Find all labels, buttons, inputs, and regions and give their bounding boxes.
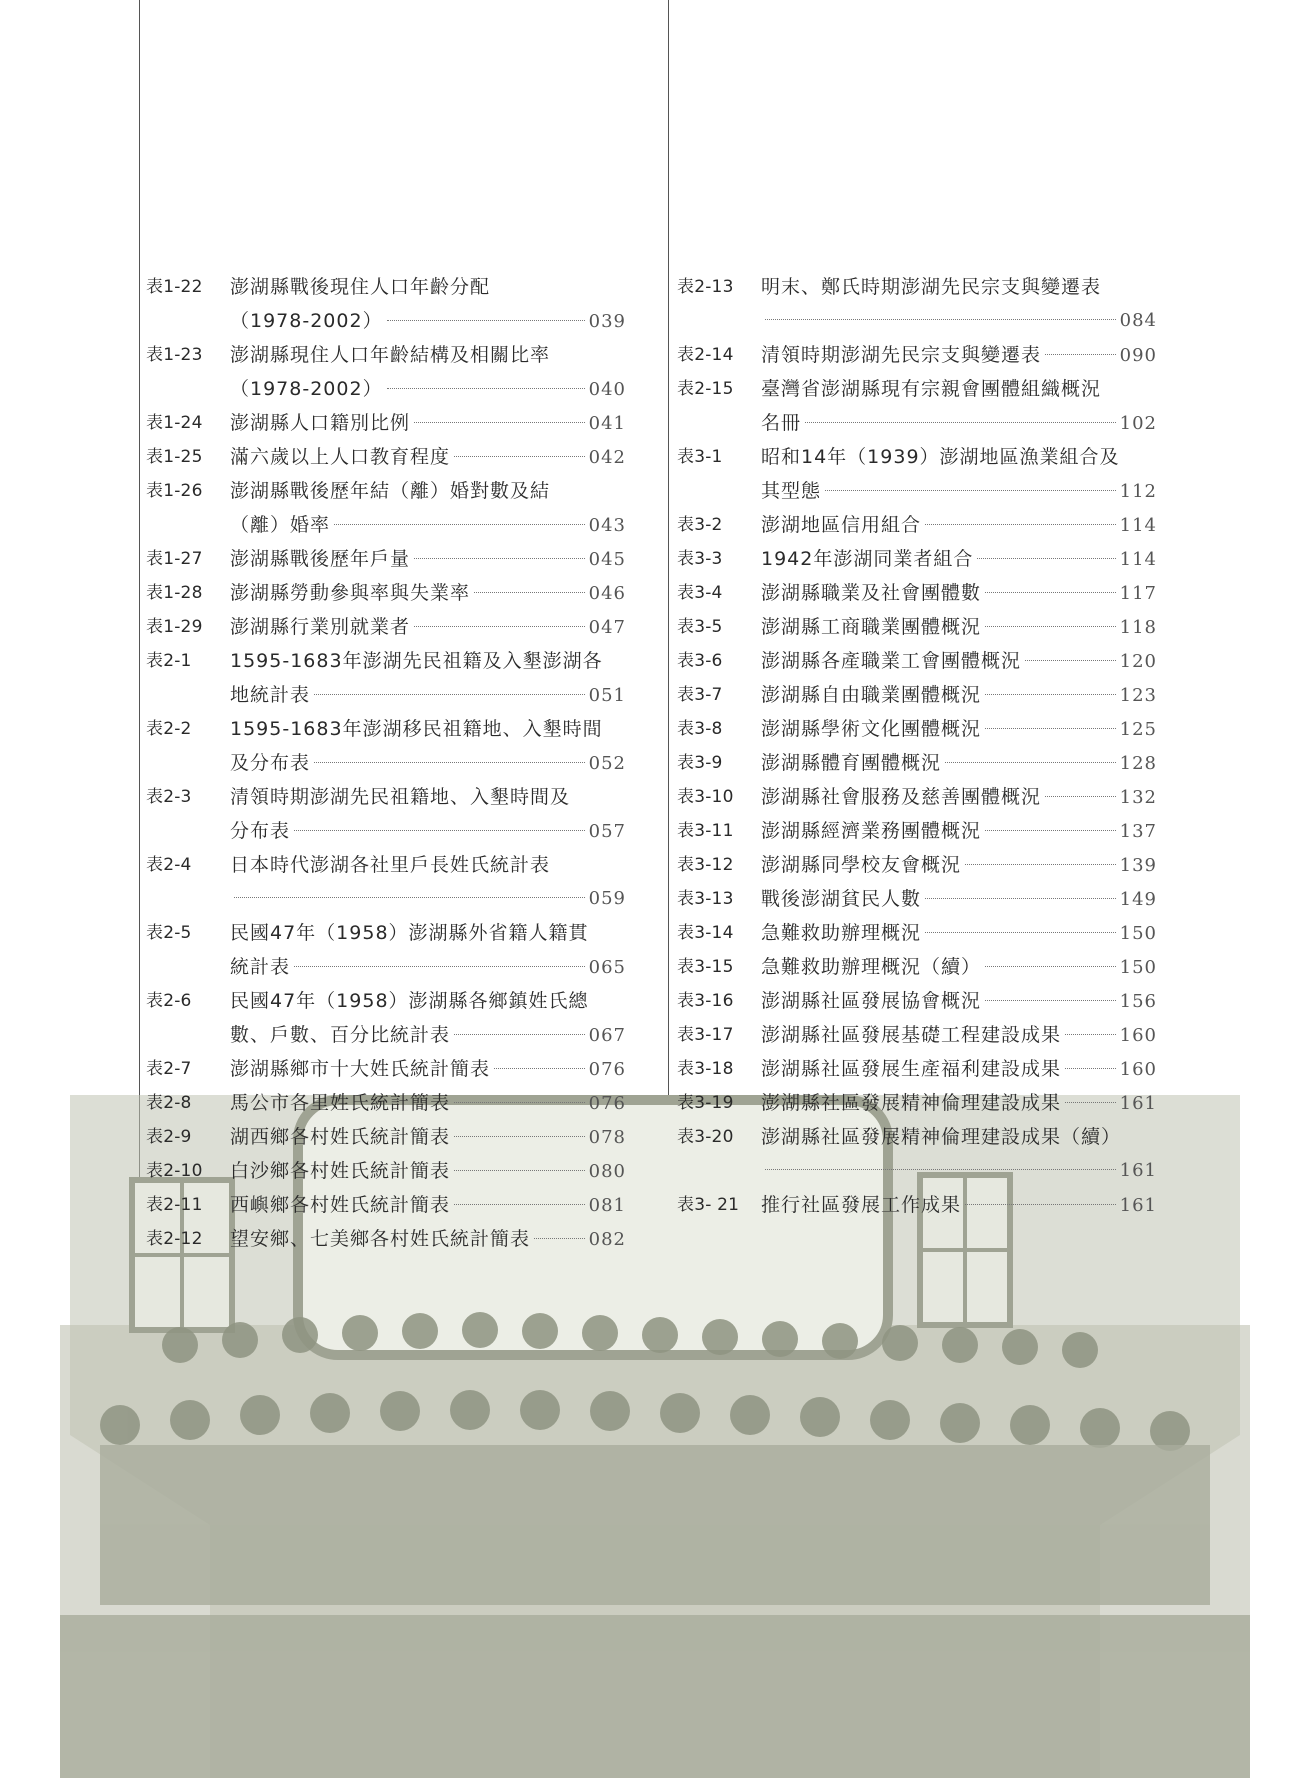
toc-entry[interactable] — [677, 1052, 1157, 1086]
dot-leader — [925, 523, 1116, 525]
page-number: 139 — [1119, 855, 1157, 876]
toc-entry[interactable] — [677, 814, 1157, 848]
toc-entry[interactable] — [677, 338, 1157, 372]
table-title: 澎湖縣勞動參與率與失業率 — [230, 582, 471, 604]
toc-right-column — [677, 270, 1157, 1222]
dot-leader — [334, 523, 585, 525]
dot-leader — [414, 557, 585, 559]
table-title: （離）婚率 — [230, 514, 331, 536]
toc-entry[interactable] — [146, 542, 626, 576]
page-number: 047 — [588, 617, 626, 638]
table-number: 表2-12 — [146, 1229, 203, 1249]
page-number: 161 — [1119, 1195, 1157, 1216]
toc-entry[interactable] — [146, 406, 626, 440]
table-title: 澎湖縣經濟業務團體概況 — [761, 820, 982, 842]
dot-leader — [314, 693, 585, 695]
dot-leader — [985, 591, 1116, 593]
page-number: 076 — [588, 1059, 626, 1080]
table-title: 馬公市各里姓氏統計簡表 — [230, 1092, 451, 1114]
table-number: 表3-2 — [677, 515, 723, 535]
table-title: 急難救助辦理概況（續） — [761, 956, 982, 978]
page-number: 161 — [1119, 1093, 1157, 1114]
table-title: 清領時期澎湖先民宗支與變遷表 — [761, 344, 1042, 366]
table-title: 澎湖縣鄉市十大姓氏統計簡表 — [230, 1058, 491, 1080]
dot-leader — [414, 421, 585, 423]
page-number: 040 — [588, 379, 626, 400]
toc-entry[interactable] — [146, 440, 626, 474]
column-rule-middle — [668, 0, 669, 1280]
table-title: 戰後澎湖貧民人數 — [761, 888, 922, 910]
dot-leader — [294, 829, 585, 831]
table-title: 澎湖縣同學校友會概況 — [761, 854, 962, 876]
toc-entry[interactable] — [677, 916, 1157, 950]
table-number: 表2-4 — [146, 855, 192, 875]
table-title: 澎湖縣行業別就業者 — [230, 616, 411, 638]
page-number: 041 — [588, 413, 626, 434]
toc-entry[interactable] — [677, 1120, 1157, 1188]
table-title: 望安鄉、七美鄉各村姓氏統計簡表 — [230, 1228, 531, 1250]
toc-entry[interactable] — [677, 950, 1157, 984]
table-number: 表3-13 — [677, 889, 734, 909]
dot-leader — [805, 421, 1116, 423]
dot-leader — [454, 455, 585, 457]
table-number: 表3-19 — [677, 1093, 734, 1113]
page-number: 150 — [1119, 957, 1157, 978]
table-number: 表2-2 — [146, 719, 192, 739]
table-title: 日本時代澎湖各社里戶長姓氏統計表 — [230, 854, 551, 876]
toc-entry[interactable] — [677, 712, 1157, 746]
table-number: 表3-15 — [677, 957, 734, 977]
toc-entry[interactable] — [146, 916, 626, 984]
dot-leader — [965, 1203, 1116, 1205]
table-title: 澎湖縣職業及社會團體數 — [761, 582, 982, 604]
table-number: 表2-5 — [146, 923, 192, 943]
toc-entry[interactable] — [146, 270, 626, 338]
column-rule-left — [139, 0, 140, 1280]
toc-entry[interactable] — [146, 1188, 626, 1222]
table-number: 表3-14 — [677, 923, 734, 943]
table-title: 澎湖縣社區發展基礎工程建設成果 — [761, 1024, 1062, 1046]
table-title: 急難救助辦理概況 — [761, 922, 922, 944]
toc-entry[interactable] — [677, 372, 1157, 440]
toc-entry[interactable] — [146, 1086, 626, 1120]
table-number: 表2-13 — [677, 277, 734, 297]
dot-leader — [945, 761, 1116, 763]
table-title: 民國47年（1958）澎湖縣各鄉鎮姓氏總 — [230, 990, 589, 1012]
table-title: 昭和14年（1939）澎湖地區漁業組合及 — [761, 446, 1120, 468]
page-number: 132 — [1119, 787, 1157, 808]
page-number: 043 — [588, 515, 626, 536]
table-number: 表3-9 — [677, 753, 723, 773]
table-title: 白沙鄉各村姓氏統計簡表 — [230, 1160, 451, 1182]
table-title: 澎湖縣現住人口年齡結構及相關比率 — [230, 344, 551, 366]
page-number: 137 — [1119, 821, 1157, 842]
page-number: 102 — [1119, 413, 1157, 434]
toc-entry[interactable] — [677, 1086, 1157, 1120]
toc-entry[interactable] — [146, 1052, 626, 1086]
page-number: 059 — [588, 888, 626, 909]
table-number: 表2-15 — [677, 379, 734, 399]
table-title: 推行社區發展工作成果 — [761, 1194, 962, 1216]
table-title: 民國47年（1958）澎湖縣外省籍人籍貫 — [230, 922, 589, 944]
toc-entry[interactable] — [677, 542, 1157, 576]
table-number: 表2-3 — [146, 787, 192, 807]
dot-leader — [1065, 1101, 1116, 1103]
table-number: 表1-26 — [146, 481, 203, 501]
table-title: 湖西鄉各村姓氏統計簡表 — [230, 1126, 451, 1148]
table-title: 澎湖縣社區發展精神倫理建設成果 — [761, 1092, 1062, 1114]
page-number: 150 — [1119, 923, 1157, 944]
toc-entry[interactable] — [677, 780, 1157, 814]
table-title: 澎湖縣各產職業工會團體概況 — [761, 650, 1022, 672]
table-title: 統計表 — [230, 956, 291, 978]
page-number: 042 — [588, 447, 626, 468]
table-number: 表3-20 — [677, 1127, 734, 1147]
page-number: 082 — [588, 1229, 626, 1250]
toc-entry[interactable] — [677, 848, 1157, 882]
page-number: 045 — [588, 549, 626, 570]
table-title: 澎湖縣社區發展精神倫理建設成果（續） — [761, 1126, 1122, 1148]
toc-entry[interactable] — [146, 644, 626, 712]
toc-entry[interactable] — [677, 610, 1157, 644]
table-title: 1942年澎湖同業者組合 — [761, 548, 974, 570]
table-title: 澎湖縣學術文化團體概況 — [761, 718, 982, 740]
table-title: 西嶼鄉各村姓氏統計簡表 — [230, 1194, 451, 1216]
table-title: 澎湖縣社區發展生產福利建設成果 — [761, 1058, 1062, 1080]
table-title: 澎湖縣社區發展協會概況 — [761, 990, 982, 1012]
toc-entry[interactable] — [677, 270, 1157, 338]
dot-leader — [825, 489, 1116, 491]
toc-entry[interactable] — [146, 984, 626, 1052]
dot-leader — [414, 625, 585, 627]
page-number: 128 — [1119, 753, 1157, 774]
table-number: 表3-12 — [677, 855, 734, 875]
table-number: 表2-1 — [146, 651, 192, 671]
dot-leader — [1045, 353, 1116, 355]
page-number: 112 — [1119, 481, 1157, 502]
dot-leader — [985, 727, 1116, 729]
table-title: 澎湖縣體育團體概況 — [761, 752, 942, 774]
dot-leader — [765, 318, 1116, 320]
table-title: 及分布表 — [230, 752, 311, 774]
page-number: 118 — [1119, 617, 1157, 638]
dot-leader — [985, 829, 1116, 831]
page-number: 065 — [588, 957, 626, 978]
dot-leader — [454, 1033, 585, 1035]
table-title: 澎湖縣戰後歷年戶量 — [230, 548, 411, 570]
table-title: 滿六歲以上人口教育程度 — [230, 446, 451, 468]
page-number: 090 — [1119, 345, 1157, 366]
table-number: 表2-11 — [146, 1195, 203, 1215]
table-number: 表2-14 — [677, 345, 734, 365]
dot-leader — [985, 999, 1116, 1001]
dot-leader — [977, 557, 1115, 559]
table-number: 表1-28 — [146, 583, 203, 603]
dot-leader — [985, 625, 1116, 627]
toc-entry[interactable] — [146, 576, 626, 610]
page-number: 084 — [1119, 310, 1157, 331]
page-number: 039 — [588, 311, 626, 332]
page-number: 125 — [1119, 719, 1157, 740]
dot-leader — [387, 387, 585, 389]
table-title: 澎湖縣自由職業團體概況 — [761, 684, 982, 706]
page-number: 057 — [588, 821, 626, 842]
toc-entry[interactable] — [677, 1018, 1157, 1052]
dot-leader — [534, 1237, 585, 1239]
dot-leader — [765, 1168, 1116, 1170]
page-number: 081 — [588, 1195, 626, 1216]
table-number: 表3-4 — [677, 583, 723, 603]
toc-entry[interactable] — [146, 1154, 626, 1188]
dot-leader — [234, 896, 585, 898]
page-number: 052 — [588, 753, 626, 774]
dot-leader — [985, 693, 1116, 695]
table-number: 表2-6 — [146, 991, 192, 1011]
table-number: 表2-10 — [146, 1161, 203, 1181]
toc-entry[interactable] — [146, 780, 626, 848]
table-number: 表2-7 — [146, 1059, 192, 1079]
page-number: 160 — [1119, 1059, 1157, 1080]
table-title: 1595-1683年澎湖移民祖籍地、入墾時間 — [230, 718, 603, 740]
page-number: 067 — [588, 1025, 626, 1046]
toc-entry[interactable] — [146, 610, 626, 644]
page-number: 076 — [588, 1093, 626, 1114]
page-number: 161 — [1119, 1160, 1157, 1181]
page-number: 117 — [1119, 583, 1157, 604]
toc-entry[interactable] — [677, 1188, 1157, 1222]
page-number: 156 — [1119, 991, 1157, 1012]
dot-leader — [985, 965, 1116, 967]
table-number: 表1-27 — [146, 549, 203, 569]
dot-leader — [1065, 1033, 1116, 1035]
table-number: 表3-8 — [677, 719, 723, 739]
table-number: 表2-8 — [146, 1093, 192, 1113]
table-title: 1595-1683年澎湖先民祖籍及入墾澎湖各 — [230, 650, 603, 672]
page-number: 051 — [588, 685, 626, 706]
dot-leader — [454, 1135, 585, 1137]
toc-entry[interactable] — [677, 882, 1157, 916]
table-number: 表3-18 — [677, 1059, 734, 1079]
table-number: 表2-9 — [146, 1127, 192, 1147]
dot-leader — [454, 1169, 585, 1171]
table-number: 表3-6 — [677, 651, 723, 671]
toc-entry[interactable] — [146, 1222, 626, 1256]
table-number: 表1-23 — [146, 345, 203, 365]
table-number: 表3-3 — [677, 549, 723, 569]
page-number: 114 — [1119, 515, 1157, 536]
toc-entry[interactable] — [146, 848, 626, 916]
table-title: 其型態 — [761, 480, 822, 502]
toc-entry[interactable] — [146, 1120, 626, 1154]
table-title: 澎湖縣社會服務及慈善團體概況 — [761, 786, 1042, 808]
dot-leader — [474, 591, 585, 593]
dot-leader — [1025, 659, 1116, 661]
dot-leader — [454, 1203, 585, 1205]
toc-entry[interactable] — [677, 746, 1157, 780]
table-number: 表3-17 — [677, 1025, 734, 1045]
dot-leader — [1045, 795, 1116, 797]
toc-entry[interactable] — [677, 644, 1157, 678]
table-number: 表1-25 — [146, 447, 203, 467]
dot-leader — [294, 965, 585, 967]
page-number: 160 — [1119, 1025, 1157, 1046]
table-number: 表1-22 — [146, 277, 203, 297]
dot-leader — [1065, 1067, 1116, 1069]
toc-entry[interactable] — [677, 576, 1157, 610]
dot-leader — [494, 1067, 585, 1069]
table-number: 表1-29 — [146, 617, 203, 637]
toc-entry[interactable] — [677, 984, 1157, 1018]
page-number: 046 — [588, 583, 626, 604]
table-number: 表3- 21 — [677, 1195, 740, 1215]
table-number: 表3-11 — [677, 821, 734, 841]
table-title: 地統計表 — [230, 684, 311, 706]
table-number: 表3-1 — [677, 447, 723, 467]
page-number: 149 — [1119, 889, 1157, 910]
toc-entry[interactable] — [677, 508, 1157, 542]
table-title: 名冊 — [761, 412, 802, 434]
table-title: 臺灣省澎湖縣現有宗親會團體組織概況 — [761, 378, 1102, 400]
table-number: 表3-16 — [677, 991, 734, 1011]
toc-entry[interactable] — [146, 338, 626, 406]
table-title: 澎湖縣戰後現住人口年齡分配 — [230, 276, 491, 298]
table-title: 澎湖地區信用組合 — [761, 514, 922, 536]
table-title: （1978-2002） — [230, 310, 383, 332]
page-number: 114 — [1119, 549, 1157, 570]
dot-leader — [925, 931, 1116, 933]
toc-entry[interactable] — [146, 474, 626, 542]
table-number: 表3-7 — [677, 685, 723, 705]
dot-leader — [314, 761, 585, 763]
toc-entry[interactable] — [146, 712, 626, 780]
page-number: 078 — [588, 1127, 626, 1148]
page-number: 123 — [1119, 685, 1157, 706]
table-number: 表1-24 — [146, 413, 203, 433]
table-title: 澎湖縣人口籍別比例 — [230, 412, 411, 434]
table-number: 表3-10 — [677, 787, 734, 807]
table-title: 清領時期澎湖先民祖籍地、入墾時間及 — [230, 786, 571, 808]
table-title: 數、戶數、百分比統計表 — [230, 1024, 451, 1046]
toc-entry[interactable] — [677, 440, 1157, 508]
dot-leader — [387, 319, 585, 321]
dot-leader — [965, 863, 1116, 865]
dot-leader — [454, 1101, 585, 1103]
dot-leader — [925, 897, 1116, 899]
table-title: 澎湖縣戰後歷年結（離）婚對數及結 — [230, 480, 551, 502]
table-title: 分布表 — [230, 820, 291, 842]
table-title: （1978-2002） — [230, 378, 383, 400]
toc-left-column — [146, 270, 626, 1256]
table-number: 表3-5 — [677, 617, 723, 637]
table-title: 澎湖縣工商職業團體概況 — [761, 616, 982, 638]
page-number: 080 — [588, 1161, 626, 1182]
table-title: 明末、鄭氏時期澎湖先民宗支與變遷表 — [761, 276, 1102, 298]
page-number: 120 — [1119, 651, 1157, 672]
toc-entry[interactable] — [677, 678, 1157, 712]
